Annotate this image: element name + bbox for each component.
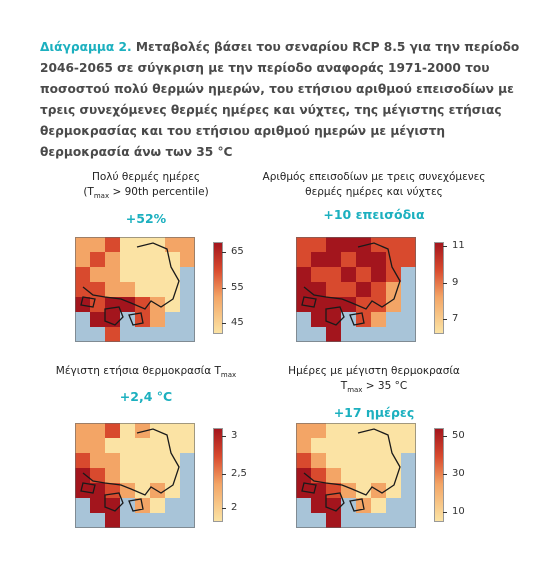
panel-title-line-2 (26, 185, 266, 204)
map-cell (120, 267, 135, 282)
map-cell (356, 282, 371, 297)
figure-caption (40, 37, 530, 163)
title-subscript: max (220, 371, 237, 380)
map-cell (150, 453, 165, 468)
map-cell (90, 312, 105, 327)
map-cell (401, 252, 416, 267)
map-cell (371, 453, 386, 468)
map-cell (311, 423, 326, 438)
map-cell (105, 438, 120, 453)
map-cell (341, 438, 356, 453)
map-cell (105, 453, 120, 468)
map-cell (371, 468, 386, 483)
panel-change-value: +10 επεισόδια (323, 207, 425, 222)
map-cell (371, 312, 386, 327)
map-max-temperature (75, 423, 195, 528)
map-cell (386, 438, 401, 453)
map-cell (90, 237, 105, 252)
panel-heatwave-episodes (254, 170, 494, 222)
map-cell (311, 498, 326, 513)
map-cell (105, 327, 120, 342)
map-cell (75, 237, 90, 252)
panel-change-value: +2,4 °C (119, 389, 173, 405)
map-cell (90, 498, 105, 513)
map-cell (75, 267, 90, 282)
map-cell (341, 423, 356, 438)
map-cell (326, 468, 341, 483)
map-cell (296, 282, 311, 297)
map-cell (371, 438, 386, 453)
map-cell (326, 483, 341, 498)
map-cell (165, 252, 180, 267)
map-cell (326, 312, 341, 327)
map-cell (90, 423, 105, 438)
map-cell (326, 282, 341, 297)
map-cell (326, 237, 341, 252)
panel-title (26, 364, 266, 383)
map-cell (341, 267, 356, 282)
map-cell (401, 423, 416, 438)
attica-map (75, 423, 195, 528)
map-cell (180, 438, 195, 453)
map-cell (105, 498, 120, 513)
map-cell (296, 438, 311, 453)
map-cell (311, 297, 326, 312)
panel-change-value: +17 ημέρες (333, 405, 415, 421)
colorbar-tick-mid: 2,5 (231, 468, 247, 479)
map-cell (120, 237, 135, 252)
attica-map (296, 423, 416, 528)
map-cell (311, 267, 326, 282)
panel-title-line-1: Ημέρες με μέγιστη θερμοκρασία (288, 365, 460, 377)
figure-caption-text: Μεταβολές βάσει του σεναρίου RCP 8.5 για την περίοδο 2046-2065 σε σύγκριση με την περίοδο αναφοράς 1971-2000 του ποσοστού πολύ θερμών ημερών, του ετήσιου αριθμού επεισοδίων με τρεις συνεχόμενες θερμές ημέρες και νύχτες, της μέγιστης ετήσιας θερμοκρασίας και του ετήσιου αριθμού ημερών με μέγιστη θερμοκρασία άνω των 35 °C (40, 40, 520, 159)
map-very-hot-days (75, 237, 195, 342)
map-cell (341, 453, 356, 468)
map-cell (326, 423, 341, 438)
map-cell (296, 267, 311, 282)
map-cell (120, 453, 135, 468)
map-cell (120, 282, 135, 297)
colorbar-tick-top: 65 (231, 246, 244, 257)
panel-title-line-1 (26, 364, 266, 383)
map-cell (311, 483, 326, 498)
map-cell (296, 252, 311, 267)
map-cell (120, 468, 135, 483)
map-cell (105, 297, 120, 312)
map-cell (120, 423, 135, 438)
map-cell (356, 453, 371, 468)
map-cell (371, 498, 386, 513)
title-prefix: Μέγιστη ετήσια θερμοκρασία T (55, 365, 221, 377)
panel-title-line-1: Πολύ θερμές ημέρες (91, 171, 201, 183)
map-cell (356, 267, 371, 282)
panel-title (254, 364, 494, 398)
map-cell (150, 438, 165, 453)
map-cell (90, 453, 105, 468)
map-cell (135, 267, 150, 282)
colorbar-tick-bottom: 10 (452, 506, 465, 517)
map-cell (326, 297, 341, 312)
map-cell (311, 438, 326, 453)
map-cell (386, 252, 401, 267)
map-cell (75, 453, 90, 468)
map-cell (105, 252, 120, 267)
map-cell (341, 468, 356, 483)
map-cell (105, 282, 120, 297)
colorbar-tick-mid: 30 (452, 468, 465, 479)
title-suffix: > 90th percentile) (109, 186, 209, 198)
map-cell (150, 282, 165, 297)
panel-title (254, 170, 494, 200)
map-cell (341, 252, 356, 267)
panel-change-value: +52% (125, 211, 167, 227)
map-cell (90, 267, 105, 282)
title-subscript: max (93, 192, 110, 201)
map-cell (90, 438, 105, 453)
map-cell (356, 468, 371, 483)
map-cell (75, 423, 90, 438)
map-cell (105, 483, 120, 498)
map-cell (326, 513, 341, 528)
map-cell (135, 282, 150, 297)
map-cell (90, 297, 105, 312)
map-cell (150, 468, 165, 483)
map-cell (105, 312, 120, 327)
map-cell (165, 438, 180, 453)
map-cell (326, 453, 341, 468)
colorbar-tick-bottom: 7 (452, 313, 459, 324)
colorbar-tick-top: 3 (231, 430, 238, 441)
colorbar (434, 242, 444, 334)
map-cell (120, 438, 135, 453)
map-cell (75, 438, 90, 453)
map-cell (105, 267, 120, 282)
map-cell (105, 513, 120, 528)
colorbar-tick-top: 50 (452, 430, 465, 441)
panel-title (26, 170, 266, 204)
map-cell (371, 282, 386, 297)
map-cell (90, 252, 105, 267)
map-cell (311, 237, 326, 252)
map-cell (105, 423, 120, 438)
map-cell (135, 252, 150, 267)
map-cell (326, 438, 341, 453)
map-cell (135, 438, 150, 453)
attica-map (296, 237, 416, 342)
title-suffix: > 35 °C (362, 380, 408, 392)
map-days-over-35 (296, 423, 416, 528)
panel-title-line-2: θερμές ημέρες και νύχτες (305, 186, 443, 198)
map-cell (75, 252, 90, 267)
map-cell (120, 252, 135, 267)
map-cell (326, 498, 341, 513)
map-cell (90, 483, 105, 498)
figure-label: Διάγραμμα 2. (40, 40, 132, 54)
map-cell (296, 468, 311, 483)
map-cell (150, 267, 165, 282)
colorbar-tick-mid: 55 (231, 282, 244, 293)
colorbar-tick-mid: 9 (452, 277, 459, 288)
colorbar-tick-bottom: 2 (231, 502, 238, 513)
map-cell (326, 267, 341, 282)
map-cell (75, 282, 90, 297)
map-cell (296, 453, 311, 468)
map-heatwave-episodes (296, 237, 416, 342)
map-cell (150, 312, 165, 327)
map-cell (180, 423, 195, 438)
title-prefix: T (340, 380, 348, 392)
panel-max-temperature (26, 364, 266, 404)
map-cell (356, 438, 371, 453)
panel-days-over-35 (254, 364, 494, 420)
map-cell (296, 237, 311, 252)
map-cell (311, 252, 326, 267)
panel-very-hot-days (26, 170, 266, 226)
map-cell (105, 237, 120, 252)
map-cell (311, 312, 326, 327)
panel-title-line-2 (254, 379, 494, 398)
map-cell (341, 237, 356, 252)
map-cell (371, 252, 386, 267)
map-cell (296, 423, 311, 438)
map-cell (371, 267, 386, 282)
map-cell (311, 453, 326, 468)
map-cell (356, 252, 371, 267)
attica-map (75, 237, 195, 342)
map-cell (135, 453, 150, 468)
colorbar-tick-top: 11 (452, 240, 465, 251)
map-cell (75, 468, 90, 483)
map-cell (150, 498, 165, 513)
map-cell (401, 438, 416, 453)
map-cell (326, 252, 341, 267)
map-cell (401, 237, 416, 252)
title-subscript: max (347, 386, 363, 395)
colorbar-tick-bottom: 45 (231, 317, 244, 328)
map-cell (180, 237, 195, 252)
map-cell (105, 468, 120, 483)
title-prefix: (T (83, 186, 94, 198)
map-cell (341, 282, 356, 297)
map-cell (150, 252, 165, 267)
panel-title-line-1: Αριθμός επεισοδίων με τρεις συνεχόμενες (262, 171, 486, 183)
map-cell (326, 327, 341, 342)
map-cell (135, 468, 150, 483)
colorbar (434, 428, 444, 522)
map-cell (180, 252, 195, 267)
